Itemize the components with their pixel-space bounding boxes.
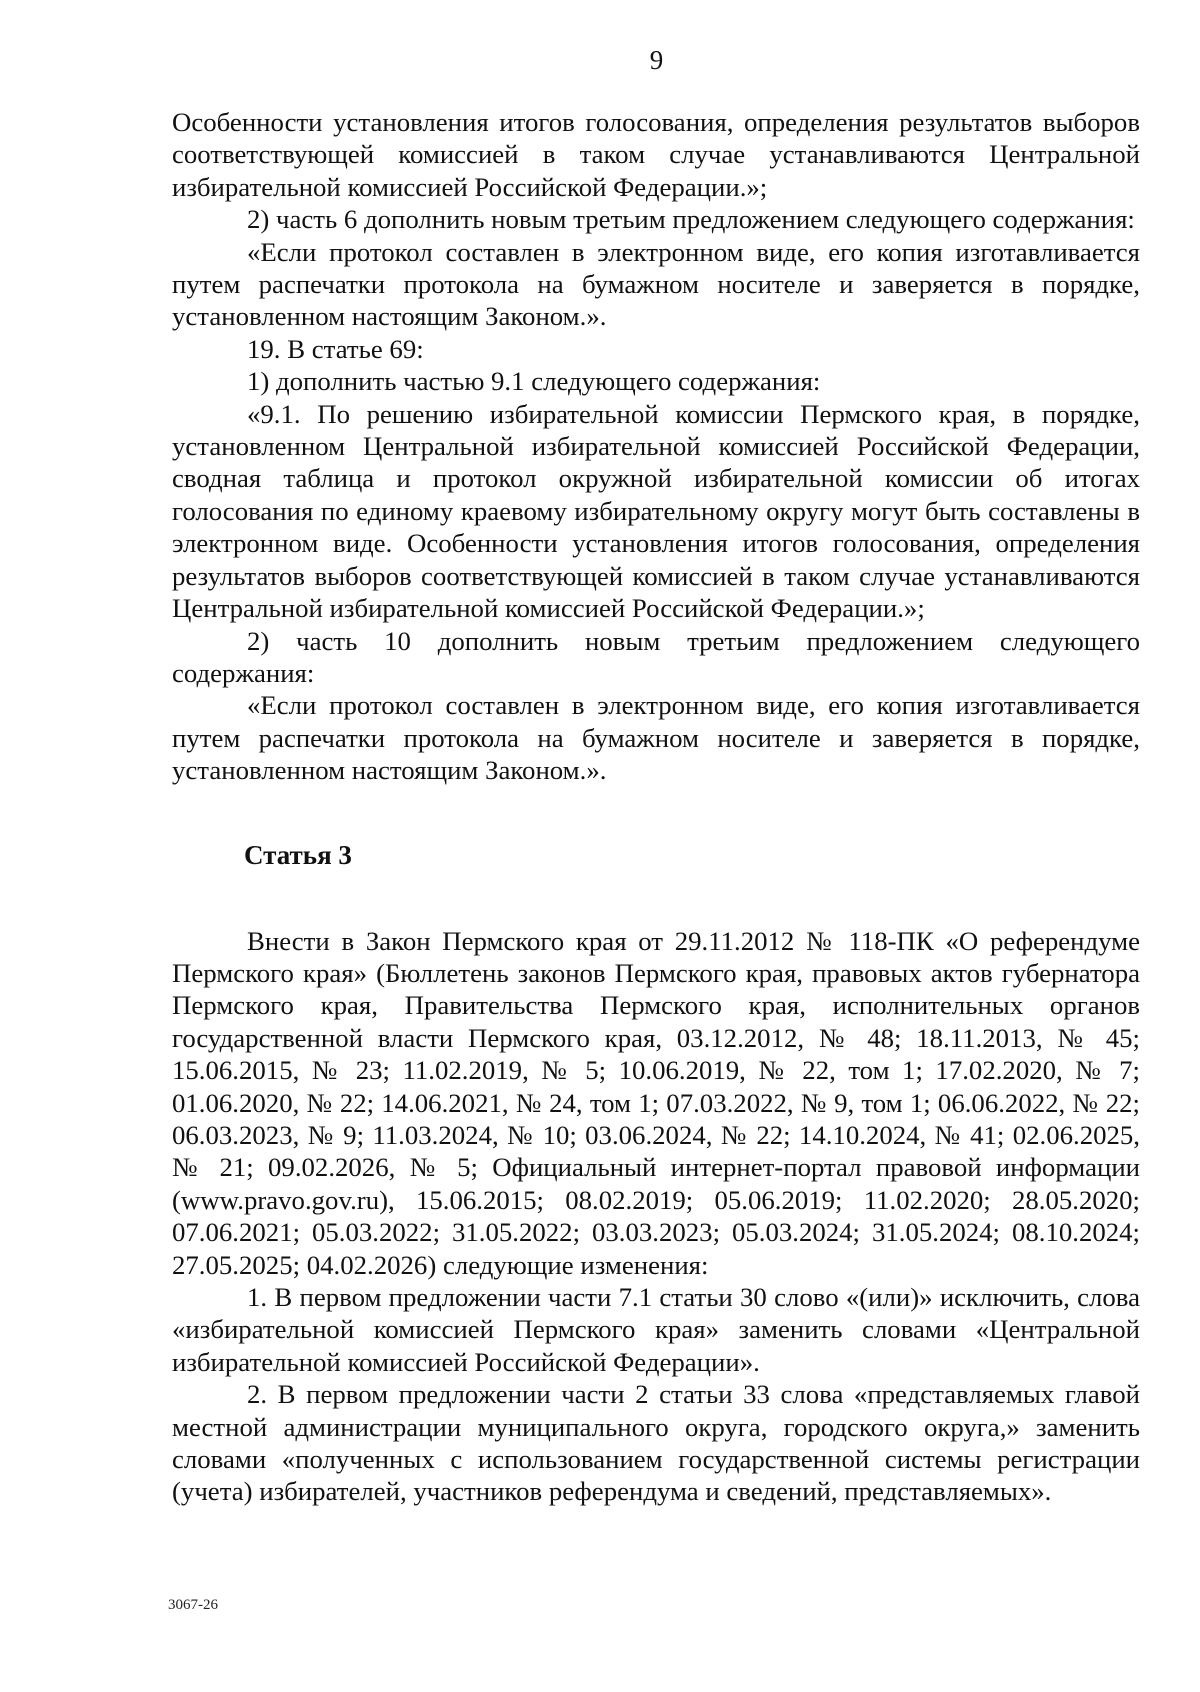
- document-code: 3067-26: [168, 1597, 218, 1613]
- amendments-section: [172, 106, 1140, 787]
- document-body: [172, 106, 1140, 1508]
- paragraph: Внести в Закон Пермского края от 29.11.2012 № 118-ПК «О референдуме Пермского края» (Бюллетень законов Пермского края, правовых актов губернатора Пермского края, Правительства Пермского края, исполнительных органов государственной власти Пермского края, 03.12.2012, № 48; 18.11.2013, № 45; 15.06.2015, № 23; 11.02.2019, № 5; 10.06.2019, № 22, том 1; 17.02.2020, № 7; 01.06.2020, № 22; 14.06.2021, № 24, том 1; 07.03.2022, № 9, том 1; 06.06.2022, № 22; 06.03.2023, № 9; 11.03.2024, № 10; 03.06.2024, № 22; 14.10.2024, № 41; 02.06.2025, № 21; 09.02.2026, № 5; Официальный интернет-портал правовой информации (www.pravo.gov.ru), 15.06.2015; 08.02.2019; 05.06.2019; 11.02.2020; 28.05.2020; 07.06.2021; 05.03.2022; 31.05.2022; 03.03.2023; 05.03.2024; 31.05.2024; 08.10.2024; 27.05.2025; 04.02.2026) следующие изменения:: [172, 925, 1140, 1280]
- page-number: 9: [649, 45, 664, 75]
- paragraph: 2. В первом предложении части 2 статьи 33 слова «представляемых главой местной администрации муниципального округа, городского округа,» заменить словами «полученных с использованием государственной системы регистрации (учета) избирателей, участников референдума и сведений, представляемых».: [172, 1379, 1140, 1507]
- paragraph: Особенности установления итогов голосования, определения результатов выборов соответствующей комиссией в таком случае устанавливаются Центральной избирательной комиссией Российской Федерации.»;: [172, 107, 1140, 202]
- paragraph: 1. В первом предложении части 7.1 статьи 30 слово «(или)» исключить, слова «избирательной комиссией Пермского края» заменить словами «Центральной избирательной комиссией Российской Федерации».: [172, 1282, 1140, 1377]
- paragraph: 2) часть 6 дополнить новым третьим предложением следующего содержания:: [247, 204, 1135, 235]
- paragraph: 2) часть 10 дополнить новым третьим предложением следующего содержания:: [172, 625, 1140, 688]
- paragraph: 19. В статье 69:: [247, 333, 424, 364]
- paragraph: 1) дополнить частью 9.1 следующего содержания:: [247, 366, 821, 397]
- article-heading: Статья 3: [244, 839, 352, 870]
- paragraph: «Если протокол составлен в электронном виде, его копия изготавливается путем распечатки протокола на бумажном носителе и заверяется в порядке, установленном настоящим Законом.».: [172, 236, 1140, 332]
- article-3-section: [172, 925, 1140, 1508]
- paragraph: «Если протокол составлен в электронном виде, его копия изготавливается путем распечатки протокола на бумажном носителе и заверяется в порядке, установленном настоящим Законом.».: [172, 690, 1140, 786]
- paragraph: «9.1. По решению избирательной комиссии Пермского края, в порядке, установленном Центральной избирательной комиссией Российской Федерации, сводная таблица и протокол окружной избирательной комиссии об итогах голосования по единому краевому избирательному округу могут быть составлены в электронном виде. Особенности установления итогов голосования, определения результатов выборов соответствующей комиссией в таком случае устанавливаются Центральной избирательной комиссией Российской Федерации.»;: [172, 398, 1140, 624]
